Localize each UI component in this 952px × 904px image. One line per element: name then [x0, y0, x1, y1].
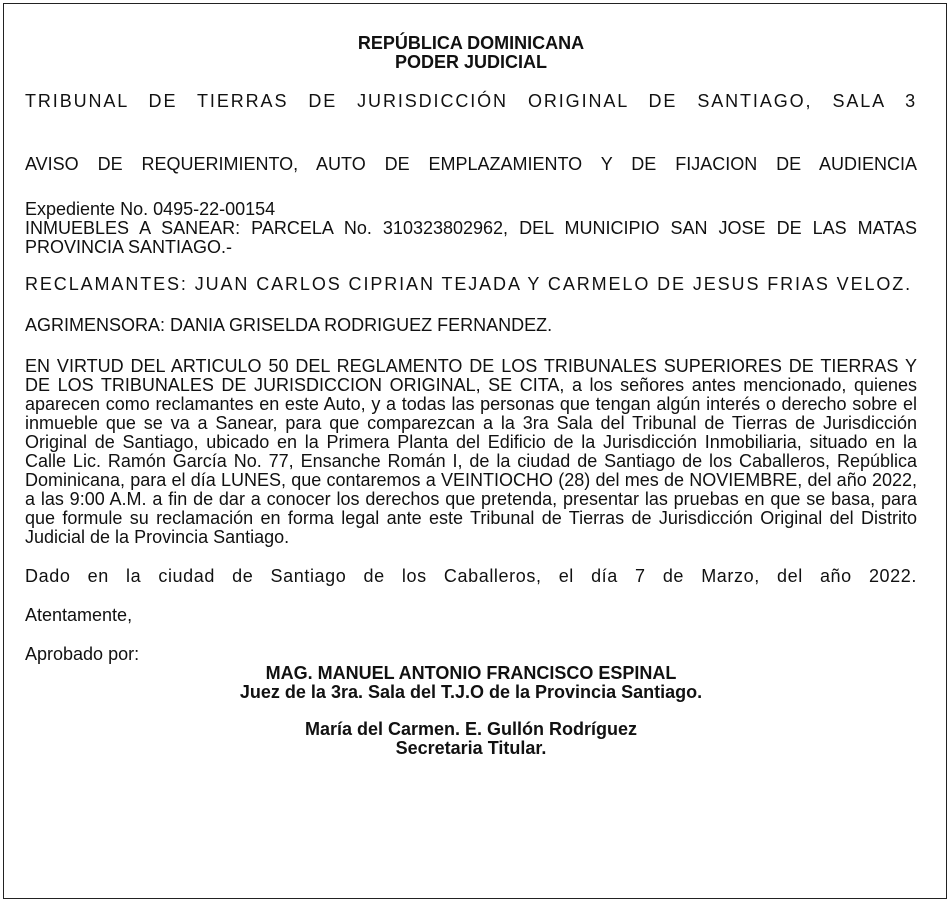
- notice-title: AVISO DE REQUERIMIENTO, AUTO DE EMPLAZAMIENTO Y DE FIJACION DE AUDIENCIA: [25, 154, 917, 174]
- header: [25, 34, 917, 72]
- closing: Atentamente,: [25, 605, 133, 625]
- surveyor: AGRIMENSORA: DANIA GRISELDA RODRIGUEZ FERNANDEZ.: [25, 315, 553, 335]
- case-number: Expediente No. 0495-22-00154: [25, 199, 276, 219]
- notice-body: EN VIRTUD DEL ARTICULO 50 DEL REGLAMENTO DE LOS TRIBUNALES SUPERIORES DE TIERRAS Y DE LOS TRIBUNALES DE JURISDICCION ORIGINAL, SE CITA, a los señores antes mencionado, quienes aparecen como reclamantes en este Auto, y a todas las personas que tengan algún interés o derecho sobre el inmueble que se va a Sanear, para que comparezcan a la 3ra Sala del Tribunal de Tierras de Jurisdicción Original de Santiago, ubicado en la Primera Planta del Edificio de la Jurisdicción Inmobiliaria, situado en la Calle Lic. Ramón García No. 77, Ensanche Román I, de la ciudad de Santiago de los Caballeros, República Dominicana, para el día LUNES, que contaremos a VEINTIOCHO (28) del mes de NOVIEMBRE, del año 2022, a las 9:00 A.M. a fin de dar a conocer los derechos que pretenda, presentar las pruebas en que se basa, para que formule su reclamación en forma legal ante este Tribunal de Tierras de Jurisdicción Original del Distrito Judicial de la Provincia Santiago.: [25, 356, 917, 547]
- property-description: INMUEBLES A SANEAR: PARCELA No. 310323802962, DEL MUNICIPIO SAN JOSE DE LAS MATAS PROVINCIA SANTIAGO.-: [25, 218, 917, 257]
- signatory-title: Secretaria Titular.: [395, 738, 547, 758]
- approved-by: Aprobado por:: [25, 644, 140, 664]
- claimants: RECLAMANTES: JUAN CARLOS CIPRIAN TEJADA Y CARMELO DE JESUS FRIAS VELOZ.: [25, 274, 913, 294]
- signatory-judge: [25, 664, 917, 702]
- signatory-name: María del Carmen. E. Gullón Rodríguez: [304, 719, 638, 739]
- header-institution: PODER JUDICIAL: [394, 52, 547, 72]
- signatory-secretary: [25, 720, 917, 758]
- signatory-name: MAG. MANUEL ANTONIO FRANCISCO ESPINAL: [265, 663, 677, 683]
- legal-notice: [25, 34, 917, 758]
- header-country: REPÚBLICA DOMINICANA: [357, 33, 585, 53]
- date-line: Dado en la ciudad de Santiago de los Caballeros, el día 7 de Marzo, del año 2022.: [25, 566, 917, 586]
- case-info: [25, 200, 917, 257]
- signatory-title: Juez de la 3ra. Sala del T.J.O de la Provincia Santiago.: [239, 682, 703, 702]
- tribunal-name: TRIBUNAL DE TIERRAS DE JURISDICCIÓN ORIGINAL DE SANTIAGO, SALA 3: [25, 91, 917, 111]
